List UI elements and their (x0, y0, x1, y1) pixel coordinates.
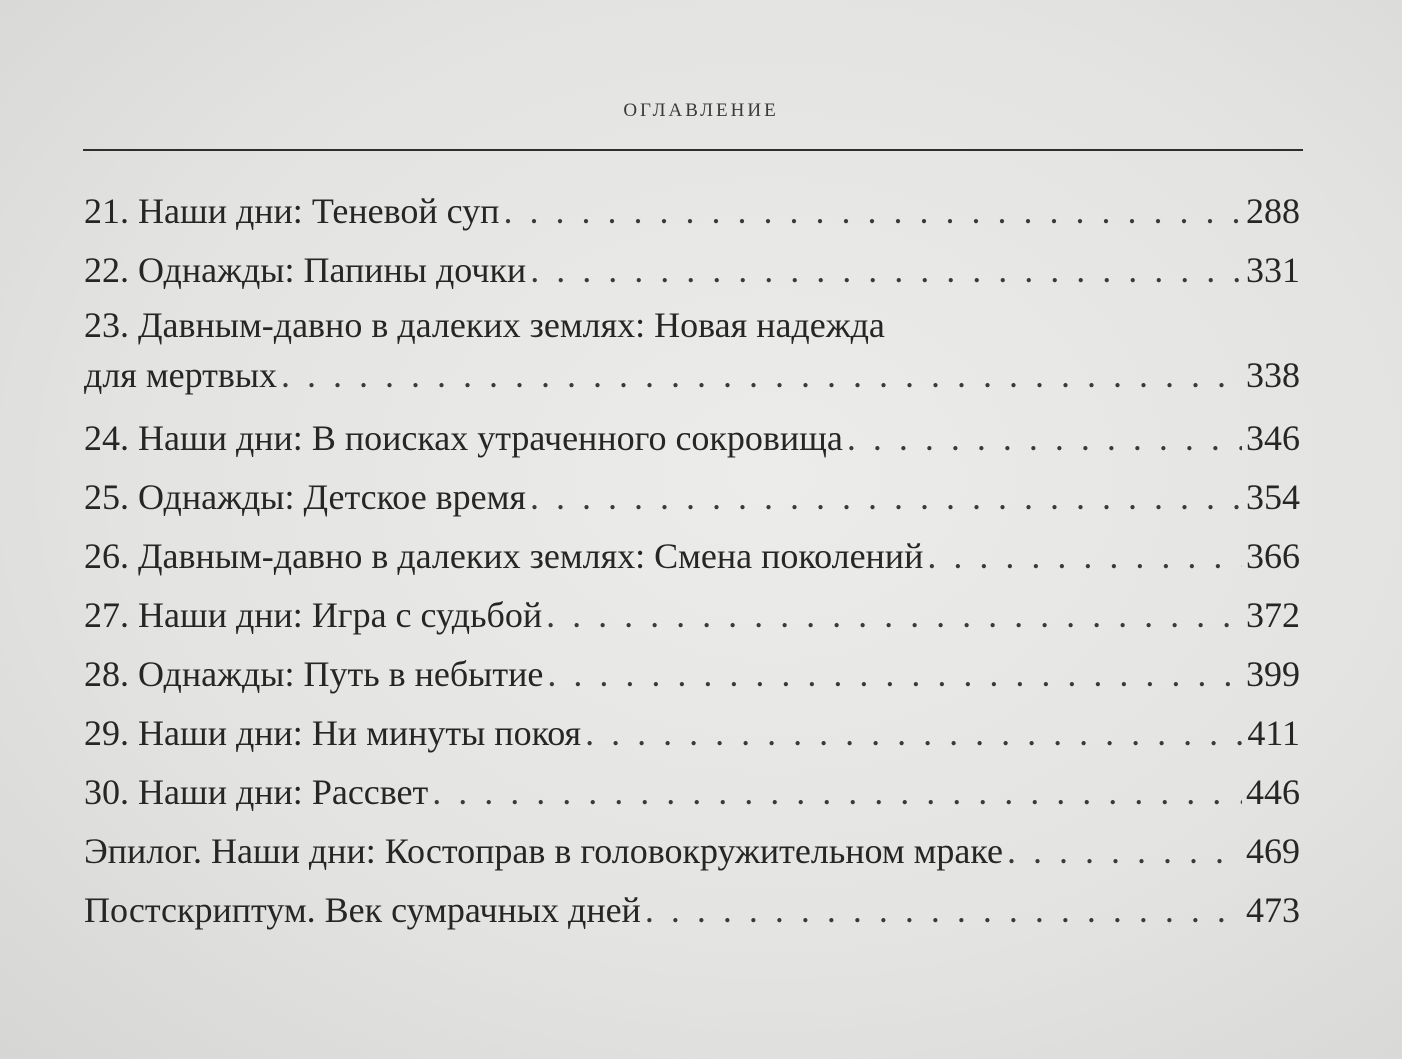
toc-entry (84, 645, 1300, 704)
toc-entry (84, 182, 1300, 241)
toc-entry-title: для мертвых (84, 355, 278, 395)
toc-entry (84, 300, 1300, 400)
toc-entry (84, 586, 1300, 645)
toc-entry-title: 29. Наши дни: Ни минуты покоя (84, 713, 582, 753)
toc-entry-title: 24. Наши дни: В поисках утраченного сокровища (84, 418, 843, 458)
dot-leader (503, 182, 1242, 241)
dot-leader (927, 527, 1242, 586)
toc-entry-title: 27. Наши дни: Игра с судьбой (84, 595, 543, 635)
toc-entry (84, 241, 1300, 300)
toc-entry-page: 288 (1246, 191, 1300, 231)
dot-leader (530, 241, 1242, 300)
toc-entry-title: Эпилог. Наши дни: Костоправ в головокружительном мраке (84, 831, 1003, 871)
toc-entry-page: 399 (1246, 654, 1300, 694)
toc-entry-page: 446 (1246, 772, 1300, 812)
toc-entry-page: 338 (1246, 355, 1300, 395)
toc-entry-page: 366 (1246, 536, 1300, 576)
dot-leader (281, 350, 1242, 400)
dot-leader (530, 468, 1242, 527)
toc-entry-title: 25. Однажды: Детское время (84, 477, 526, 517)
toc-entry (84, 822, 1300, 881)
running-head: оглавление (623, 92, 779, 122)
dot-leader (432, 763, 1242, 822)
toc-entry (84, 704, 1300, 763)
dot-leader (1007, 822, 1242, 881)
dot-leader (645, 881, 1242, 940)
toc-entry-title: 22. Однажды: Папины дочки (84, 250, 527, 290)
toc-entry-page: 346 (1246, 418, 1300, 458)
toc-entry-title-line1: 23. Давным-давно в далеких землях: Новая надежда (84, 305, 885, 345)
table-of-contents (84, 182, 1300, 940)
toc-entry-page: 473 (1246, 890, 1300, 930)
toc-entry-title: 28. Однажды: Путь в небытие (84, 654, 544, 694)
toc-entry (84, 763, 1300, 822)
dot-leader (847, 409, 1242, 468)
toc-entry-page: 411 (1247, 713, 1300, 753)
dot-leader (547, 645, 1242, 704)
toc-entry-page: 372 (1246, 595, 1300, 635)
toc-entry-page: 354 (1246, 477, 1300, 517)
toc-entry-title: 30. Наши дни: Рассвет (84, 772, 429, 812)
toc-entry (84, 527, 1300, 586)
toc-entry-title: 21. Наши дни: Теневой суп (84, 191, 500, 231)
toc-entry-page: 469 (1246, 831, 1300, 871)
toc-entry (84, 468, 1300, 527)
toc-entry-title: 26. Давным-давно в далеких землях: Смена поколений (84, 536, 924, 576)
toc-entry (84, 881, 1300, 940)
dot-leader (546, 586, 1242, 645)
toc-entry (84, 409, 1300, 468)
toc-entry-page: 331 (1246, 250, 1300, 290)
header-rule (83, 149, 1303, 151)
dot-leader (585, 704, 1243, 763)
toc-entry-title: Постскриптум. Век сумрачных дней (84, 890, 641, 930)
